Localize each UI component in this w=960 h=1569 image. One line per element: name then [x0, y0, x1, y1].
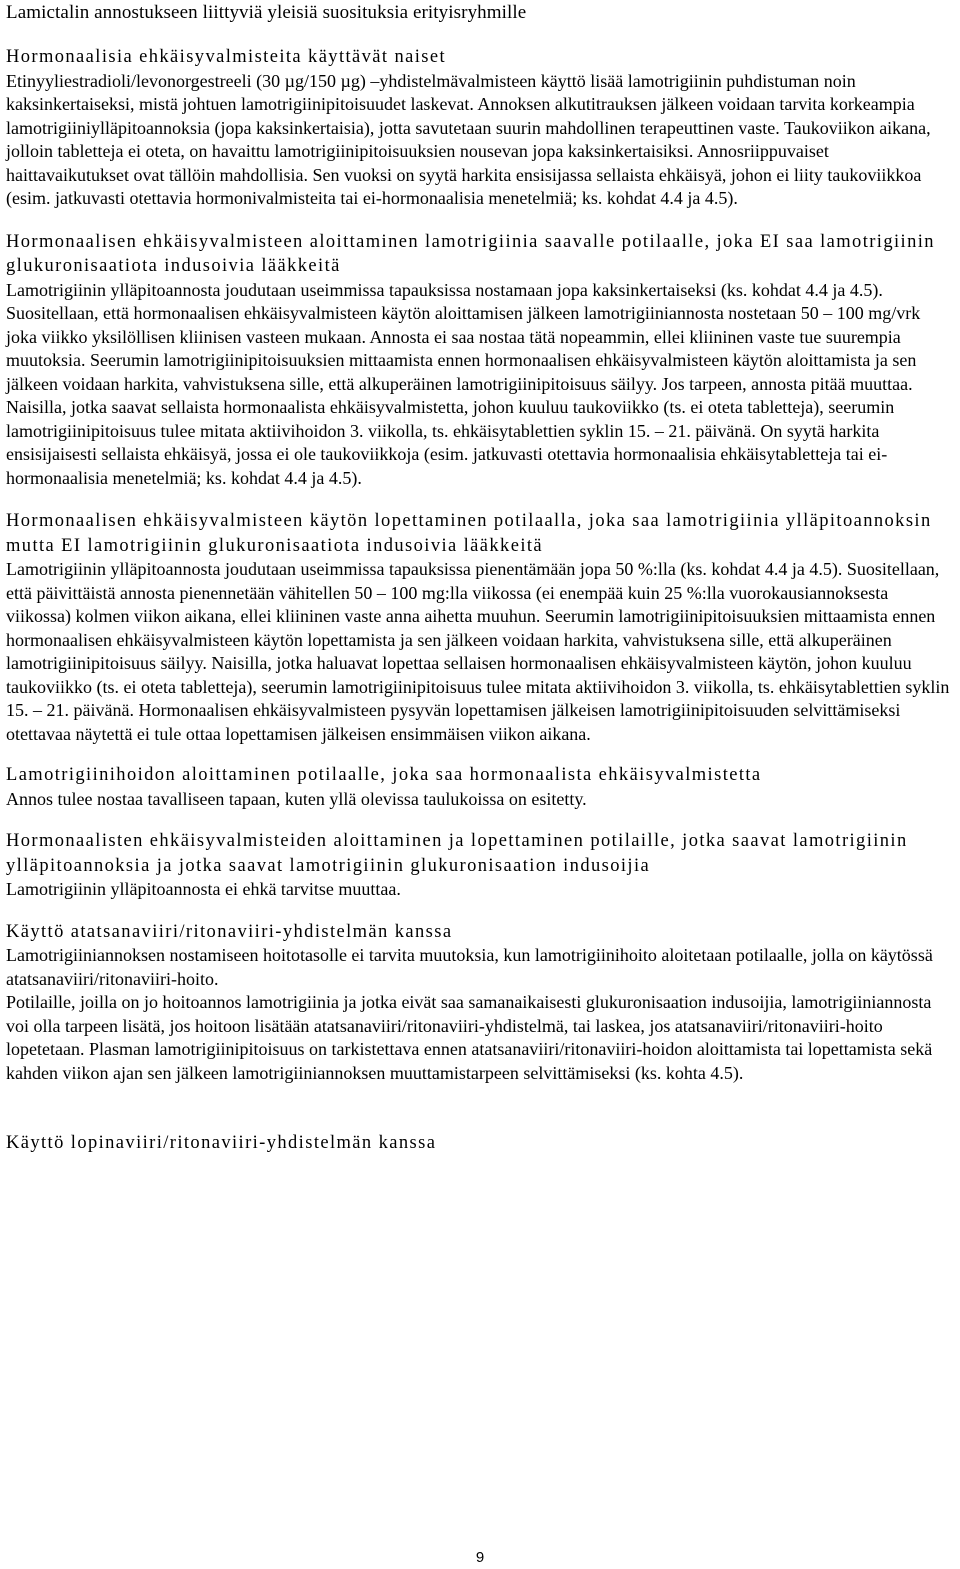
section-heading: Hormonaalisten ehkäisyvalmisteiden aloittaminen ja lopettaminen potilaille, jotka saavat lamotrigiinin ylläpitoannoksia ja jotka saavat lamotrigiinin glukuronisaation indusoijia: [6, 831, 908, 876]
section-heading: Käyttö lopinaviiri/ritonaviiri-yhdistelmän kanssa: [6, 1133, 437, 1153]
section-heading: Hormonaalisia ehkäisyvalmisteita käyttävät naiset: [6, 47, 447, 67]
section-body: Annos tulee nostaa tavalliseen tapaan, kuten yllä olevissa taulukoissa on esitetty.: [6, 788, 587, 809]
section-inducers: [6, 829, 950, 902]
section-lopinavir-ritonavir: [6, 1131, 950, 1156]
section-body-continued: Potilaille, joilla on jo hoitoannos lamotrigiinia ja jotka eivät saa samanaikaisesti glukuronisaation indusoijia, lamotrigiiniannosta voi olla tarpeen lisätä, jos hoitoon lisätään atatsanaviiri/ritonaviiri-yhdistelmä, tai laskea, jos atatsanaviiri/ritonaviiri-hoito lopetetaan. Plasman lamotrigiinipitoisuus on tarkistettava ennen atatsanaviiri/ritonaviiri-hoidon aloittamista tai lopettamista sekä kahden viikon ajan sen jälkeen lamotrigiiniannoksen muuttamistarpeen selvittämiseksi (ks. kohta 4.5).: [6, 992, 933, 1083]
section-body: Lamotrigiinin ylläpitoannosta ei ehkä tarvitse muuttaa.: [6, 879, 401, 899]
section-body: Etinyyliestradioli/levonorgestreeli (30 µg/150 µg) –yhdistelmävalmisteen käyttö lisää lamotrigiinin puhdistuman noin kaksinkertaiseksi, mistä johtuen lamotrigiinipitoisuudet laskevat. Annoksen alkutitrauksen jälkeen voidaan tarvita korkeampia lamotrigiiniylläpitoannoksia (jopa kaksinkertaisia), jotta savutetaan suurin mahdollinen terapeuttinen vaste. Taukoviikon aikana, jolloin tabletteja ei oteta, on havaittu lamotrigiinipitoisuuksien nousevan jopa kaksinkertaisiksi. Annosriippuvaiset haittavaikutukset ovat tällöin mahdollisia. Sen vuoksi on syytä harkita ensisijassa sellaista ehkäisyä, johon ei liity taukoviikkoa (esim. jatkuvasti otettavia hormonivalmisteita tai ei-hormonaalisia menetelmiä; ks. kohdat 4.4 ja 4.5).: [6, 70, 931, 208]
section-heading: Käyttö atatsanaviiri/ritonaviiri-yhdistelmän kanssa: [6, 921, 453, 942]
section-body: Lamotrigiinin ylläpitoannosta joudutaan useimmissa tapauksissa pienentämään jopa 50 %:lla (ks. kohdat 4.4 ja 4.5). Suositellaan, että päivittäistä annosta pienennetään vähitellen 50 – 100 mg:lla viikossa (ei enempää kuin 25 %:lla vuorokausiannoksesta viikossa) kolmen viikon aikana, ellei kliininen vaste anna aihetta muuhun. Seerumin lamotrigiinipitoisuuksien mittaamista ennen hormonaalisen ehkäisyvalmisteen käytön lopettamista ja sen jälkeen voidaan harkita, vahvistuksena sille, että alkuperäinen lamotrigiinipitoisuus säilyy. Naisilla, jotka haluavat lopettaa sellaisen hormonaalisen ehkäisyvalmisteen käytön, johon kuuluu taukoviikko (ts. ei oteta tabletteja), seerumin lamotrigiinipitoisuus tulee mitata aktiivihoidon 3. viikolla, ts. ehkäisytablettien syklin 15. – 21. päivänä. Hormonaalisen ehkäisyvalmisteen pysyvän lopettamisen jälkeisen lamotrigiinipitoisuuden selvittämiseksi otettavaa näytettä ei tule ottaa lopettamisen jälkeisen ensimmäisen viikon aikana.: [6, 559, 950, 744]
section-atazanavir-ritonavir: [6, 920, 950, 1086]
section-heading: Hormonaalisen ehkäisyvalmisteen käytön lopettaminen potilaalla, joka saa lamotrigiinia ylläpitoannoksin mutta EI lamotrigiinin glukuronisaatiota indusoivia lääkkeitä: [6, 511, 932, 556]
section-starting-lamotrigine: [6, 763, 950, 811]
section-body: Lamotrigiiniannoksen nostamiseen hoitotasolle ei tarvita muutoksia, kun lamotrigiinihoito aloitetaan potilaalle, jolla on käytössä atatsanaviiri/ritonaviiri-hoito.: [6, 945, 933, 989]
section-starting-contraceptive: [6, 230, 950, 491]
document-page: [6, 0, 950, 1156]
document-title: Lamictalin annostukseen liittyviä yleisiä suosituksia erityisryhmille: [6, 2, 527, 23]
section-body: Lamotrigiinin ylläpitoannosta joudutaan useimmissa tapauksissa nostamaan jopa kaksinkertaiseksi (ks. kohdat 4.4 ja 4.5). Suositellaan, että hormonaalisen ehkäisyvalmisteen käytön aloittamisen jälkeen lamotrigiiniannosta nostetaan 50 – 100 mg/vrk joka viikko yksilöllisen kliinisen vasteen mukaan. Annosta ei saa nostaa tätä nopeammin, ellei kliininen vaste tue suurempia muutoksia. Seerumin lamotrigiinipitoisuuksien mittaamista ennen hormonaalisen ehkäisyvalmisteen käytön aloittamista ja sen jälkeen voidaan harkita, vahvistuksena sille, että alkuperäinen lamotrigiinipitoisuus säilyy. Jos tarpeen, annosta pitää muuttaa. Naisilla, jotka saavat sellaista hormonaalista ehkäisyvalmistetta, johon kuuluu taukoviikko (ts. ei oteta tabletteja), seerumin lamotrigiinipitoisuus tulee mitata aktiivihoidon 3. viikolla, ts. ehkäisytablettien syklin 15. – 21. päivänä. On syytä harkita ensisijaisesti sellaista ehkäisyä, jossa ei ole taukoviikkoja (esim. jatkuvasti otettavia hormonaalisia ehkäisytabletteja tai ei-hormonaalisia menetelmiä; ks. kohdat 4.4 ja 4.5).: [6, 279, 921, 488]
section-heading: Lamotrigiinihoidon aloittaminen potilaalle, joka saa hormonaalista ehkäisyvalmistetta: [6, 765, 762, 785]
section-stopping-contraceptive: [6, 509, 950, 746]
page-number: 9: [475, 1549, 485, 1566]
section-hormonal-contraceptive-users: [6, 45, 950, 211]
section-heading: Hormonaalisen ehkäisyvalmisteen aloittaminen lamotrigiinia saavalle potilaalle, joka EI saa lamotrigiinin glukuronisaatiota indusoivia lääkkeitä: [6, 231, 935, 276]
